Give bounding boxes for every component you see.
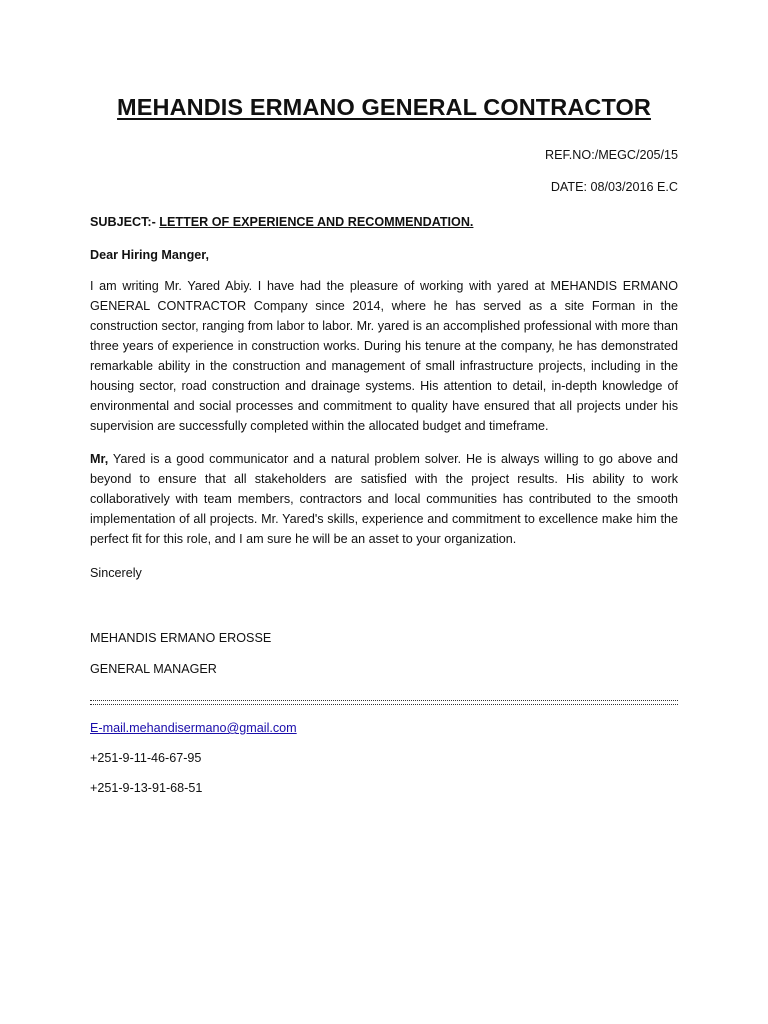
salutation: Dear Hiring Manger, <box>90 248 209 262</box>
subject-line <box>90 212 678 232</box>
body-paragraph-2 <box>90 449 678 549</box>
signer-title: GENERAL MANAGER <box>90 662 217 676</box>
signer-name: MEHANDIS ERMANO EROSSE <box>90 631 272 645</box>
subject-text: LETTER OF EXPERIENCE AND RECOMMENDATION. <box>159 215 474 229</box>
company-title: MEHANDIS ERMANO GENERAL CONTRACTOR <box>117 94 651 120</box>
phone-number-2: +251-9-13-91-68-51 <box>90 781 203 795</box>
body-paragraph-1: I am writing Mr. Yared Abiy. I have had the pleasure of working with yared at MEHANDIS ERMANO GENERAL CONTRACTOR Company since 2014, where he has served as a site Forman in the construction sector, ranging from labor to labor. Mr. yared is an accomplished professional with more than three years of experience in construction works. During his tenure at the company, he has demonstrated remarkable ability in the construction and management of small infrastructure projects, including in the housing sector, road construction and drainage systems. His attention to detail, in-depth knowledge of environmental and social processes and commitment to quality have ensured that all projects under his supervision are successfully completed within the allocated budget and timeframe. <box>90 279 678 433</box>
phone-number-1: +251-9-11-46-67-95 <box>90 751 202 765</box>
subject-label: SUBJECT:- <box>90 215 160 229</box>
paragraph-2-lead: Mr, <box>90 452 109 466</box>
letter-date: DATE: 08/03/2016 E.C <box>550 180 678 194</box>
email-link[interactable]: E-mail.mehandisermano@gmail.com <box>90 721 297 735</box>
footer-divider <box>90 700 678 705</box>
closing: Sincerely <box>90 566 142 580</box>
paragraph-2-text: Yared is a good communicator and a natural problem solver. He is always willing to go above and beyond to ensure that all stakeholders are satisfied with the project results. His ability to work collaboratively with team members, contractors and local communities has contributed to the smooth implementation of all projects. Mr. Yared's skills, experience and commitment to excellence make him the perfect fit for this role, and I am sure he will be an asset to your organization. <box>90 452 678 546</box>
reference-number: REF.NO:/MEGC/205/15 <box>545 148 678 162</box>
